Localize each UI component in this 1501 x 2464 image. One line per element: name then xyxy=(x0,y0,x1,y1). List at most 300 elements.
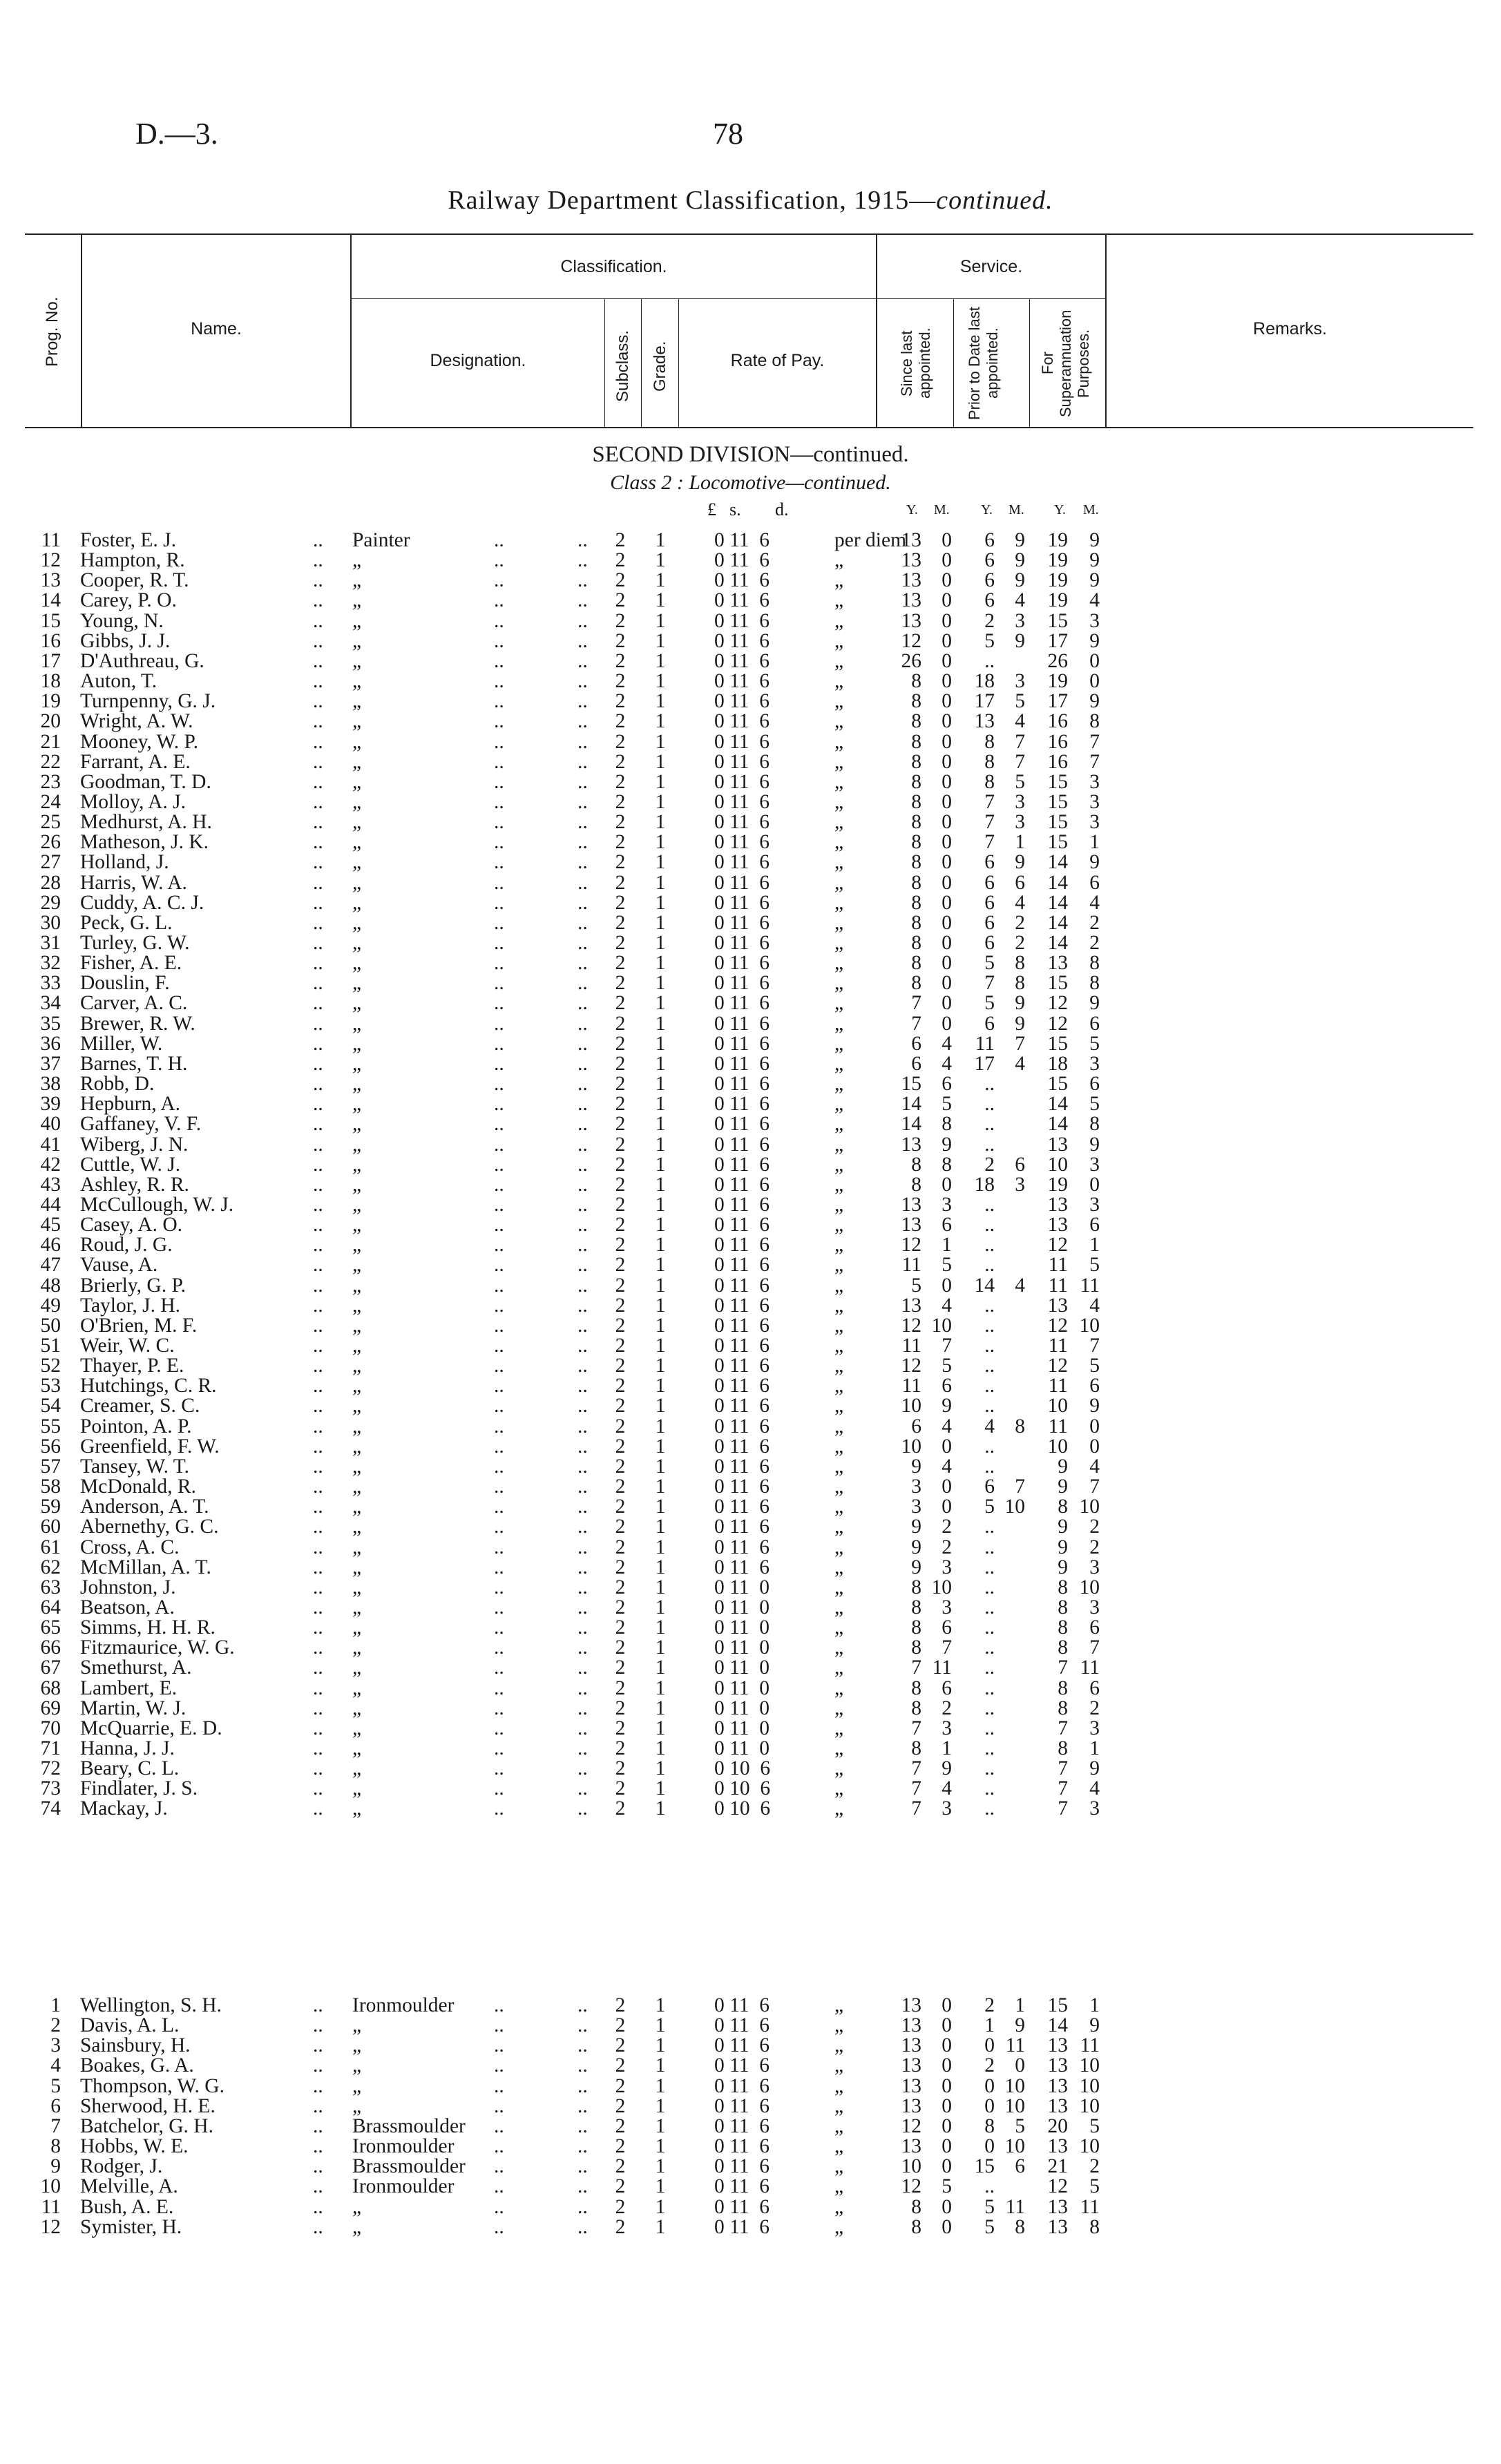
prog-no-cell: 48 xyxy=(40,1274,61,1297)
super-months-cell: 0 xyxy=(1089,1173,1100,1196)
super-years-cell: 12 xyxy=(1047,992,1068,1015)
prog-no-cell: 57 xyxy=(40,1455,61,1478)
since-months-cell: 0 xyxy=(941,1496,952,1518)
designation-cell: „ xyxy=(352,831,362,854)
designation-cell: „ xyxy=(352,891,362,914)
super-months-cell: 7 xyxy=(1089,730,1100,753)
grade-cell: 1 xyxy=(655,1516,666,1538)
rate-cell: 0 11 6 xyxy=(714,2215,770,2238)
name-cell: Thayer, P. E. xyxy=(80,1355,184,1377)
subclass-cell: 2 xyxy=(615,2155,626,2178)
prior-months-cell: 1 xyxy=(1015,831,1025,854)
leader-dots: .. xyxy=(313,1395,323,1417)
name-cell: Bush, A. E. xyxy=(80,2195,174,2218)
name-cell: Casey, A. O. xyxy=(80,1214,183,1236)
since-years-cell: 12 xyxy=(901,2175,921,2198)
rate-period-cell: „ xyxy=(834,2074,844,2097)
subclass-cell: 2 xyxy=(615,589,626,612)
leader-dots: .. xyxy=(577,529,588,551)
rate-period-cell: „ xyxy=(834,1576,844,1598)
prior-years-cell: .. xyxy=(984,649,995,672)
leader-dots: .. xyxy=(577,1153,588,1176)
name-cell: Hampton, R. xyxy=(80,549,185,572)
grade-cell: 1 xyxy=(655,1435,666,1458)
super-years-cell: 12 xyxy=(1047,1355,1068,1377)
grade-cell: 1 xyxy=(655,2195,666,2218)
rate-period-cell: „ xyxy=(834,891,844,914)
leader-dots: .. xyxy=(313,1052,323,1075)
rate-period-cell: „ xyxy=(834,730,844,753)
leader-dots: .. xyxy=(577,1314,588,1337)
table-row xyxy=(0,1576,1501,1598)
grade-cell: 1 xyxy=(655,609,666,632)
rate-period-cell: „ xyxy=(834,871,844,894)
since-years-cell: 13 xyxy=(901,2074,921,2097)
rate-period-cell: „ xyxy=(834,1335,844,1357)
subclass-cell: 2 xyxy=(615,1133,626,1156)
leader-dots: .. xyxy=(313,1415,323,1438)
designation-cell: „ xyxy=(352,1395,362,1417)
prior-years-cell: .. xyxy=(984,1777,995,1800)
super-months-cell: 2 xyxy=(1089,1516,1100,1538)
super-months-cell: 3 xyxy=(1089,790,1100,813)
prog-no-cell: 55 xyxy=(40,1415,61,1438)
super-months-cell: 5 xyxy=(1089,1093,1100,1116)
rate-period-cell: „ xyxy=(834,1294,844,1317)
header-service: Service. xyxy=(959,257,1023,276)
grade-cell: 1 xyxy=(655,1697,666,1719)
leader-dots: .. xyxy=(494,649,504,672)
table-row xyxy=(0,569,1501,591)
grade-cell: 1 xyxy=(655,710,666,733)
rate-cell: 0 11 0 xyxy=(714,1636,770,1659)
name-cell: Gaffaney, V. F. xyxy=(80,1113,202,1136)
since-months-cell: 0 xyxy=(941,2094,952,2117)
super-months-cell: 1 xyxy=(1089,1994,1100,2016)
super-months-cell: 10 xyxy=(1079,1314,1100,1337)
grade-cell: 1 xyxy=(655,1677,666,1699)
leader-dots: .. xyxy=(313,2034,323,2057)
leader-dots: .. xyxy=(494,1797,504,1820)
table-row xyxy=(0,1636,1501,1659)
super-years-cell: 13 xyxy=(1047,2054,1068,2077)
prior-years-cell: 5 xyxy=(984,1496,995,1518)
subclass-cell: 2 xyxy=(615,629,626,652)
leader-dots: .. xyxy=(494,2034,504,2057)
grade-cell: 1 xyxy=(655,1757,666,1780)
leader-dots: .. xyxy=(313,1656,323,1679)
leader-dots: .. xyxy=(494,1375,504,1397)
grade-cell: 1 xyxy=(655,992,666,1015)
table-row xyxy=(0,2095,1501,2117)
prog-no-cell: 50 xyxy=(40,1314,61,1337)
designation-cell: „ xyxy=(352,1636,362,1659)
rate-cell: 0 11 6 xyxy=(714,1133,770,1156)
rate-cell: 0 11 6 xyxy=(714,569,770,592)
leader-dots: .. xyxy=(494,1717,504,1739)
prior-years-cell: .. xyxy=(984,1616,995,1639)
super-months-cell: 5 xyxy=(1089,1254,1100,1277)
designation-cell: „ xyxy=(352,911,362,934)
rate-cell: 0 11 6 xyxy=(714,609,770,632)
table-row xyxy=(0,690,1501,712)
since-years-cell: 8 xyxy=(911,1677,921,1699)
super-months-cell: 11 xyxy=(1080,2195,1100,2218)
subclass-cell: 2 xyxy=(615,1113,626,1136)
since-years-cell: 26 xyxy=(901,649,921,672)
subclass-cell: 2 xyxy=(615,2014,626,2037)
table-row xyxy=(0,1154,1501,1176)
super-years-cell: 10 xyxy=(1047,1153,1068,1176)
grade-cell: 1 xyxy=(655,851,666,874)
super-years-cell: 14 xyxy=(1047,2014,1068,2037)
leader-dots: .. xyxy=(577,891,588,914)
table-row xyxy=(0,791,1501,813)
grade-cell: 1 xyxy=(655,1375,666,1397)
rate-period-cell: „ xyxy=(834,2175,844,2198)
prog-no-cell: 31 xyxy=(40,932,61,954)
since-months-cell: 9 xyxy=(941,1133,952,1156)
leader-dots: .. xyxy=(577,2135,588,2158)
leader-dots: .. xyxy=(313,1335,323,1357)
super-years-cell: 19 xyxy=(1047,569,1068,592)
grade-cell: 1 xyxy=(655,670,666,693)
header-rate-of-pay: Rate of Pay. xyxy=(730,351,825,370)
super-years-cell: 12 xyxy=(1047,1012,1068,1035)
grade-cell: 1 xyxy=(655,1656,666,1679)
leader-dots: .. xyxy=(494,589,504,612)
prior-years-cell: 8 xyxy=(984,730,995,753)
leader-dots: .. xyxy=(577,2034,588,2057)
grade-cell: 1 xyxy=(655,1395,666,1417)
since-months-cell: 4 xyxy=(941,1455,952,1478)
rate-cell: 0 11 6 xyxy=(714,831,770,854)
prog-no-cell: 4 xyxy=(50,2054,61,2077)
since-months-cell: 0 xyxy=(941,710,952,733)
leader-dots: .. xyxy=(494,1576,504,1598)
prog-no-cell: 12 xyxy=(40,2215,61,2238)
leader-dots: .. xyxy=(313,952,323,975)
table-row xyxy=(0,771,1501,793)
super-years-cell: 7 xyxy=(1058,1777,1068,1800)
since-years-cell: 13 xyxy=(901,569,921,592)
name-cell: Hobbs, W. E. xyxy=(80,2135,189,2158)
prior-years-cell: .. xyxy=(984,1656,995,1679)
super-months-cell: 8 xyxy=(1089,1113,1100,1136)
name-cell: Lambert, E. xyxy=(80,1677,178,1699)
name-cell: Foster, E. J. xyxy=(80,529,176,551)
rate-cell: 0 11 0 xyxy=(714,1717,770,1739)
prior-years-cell: 5 xyxy=(984,2195,995,2218)
prior-months-cell: 8 xyxy=(1015,972,1025,995)
grade-cell: 1 xyxy=(655,1133,666,1156)
grade-cell: 1 xyxy=(655,972,666,995)
prior-years-cell: 5 xyxy=(984,629,995,652)
prior-years-cell: 8 xyxy=(984,750,995,773)
leader-dots: .. xyxy=(577,790,588,813)
prior-years-cell: 11 xyxy=(975,1032,995,1055)
subclass-cell: 2 xyxy=(615,1656,626,1679)
prior-months-cell: 10 xyxy=(1004,1496,1025,1518)
super-years-cell: 11 xyxy=(1048,1254,1068,1277)
leader-dots: .. xyxy=(313,972,323,995)
super-months-cell: 6 xyxy=(1089,1616,1100,1639)
designation-cell: „ xyxy=(352,992,362,1015)
prog-no-cell: 19 xyxy=(40,690,61,713)
leader-dots: .. xyxy=(494,1173,504,1196)
rate-cell: 0 11 0 xyxy=(714,1697,770,1719)
leader-dots: .. xyxy=(313,1777,323,1800)
since-months-cell: 0 xyxy=(941,1475,952,1498)
prog-no-cell: 6 xyxy=(50,2094,61,2117)
leader-dots: .. xyxy=(313,1153,323,1176)
super-years-cell: 13 xyxy=(1047,1133,1068,1156)
leader-dots: .. xyxy=(313,690,323,713)
super-years-cell: 19 xyxy=(1047,670,1068,693)
table-row xyxy=(0,549,1501,571)
rate-cell: 0 11 6 xyxy=(714,1052,770,1075)
since-years-cell: 8 xyxy=(911,1153,921,1176)
header-since-last: Since last appointed. xyxy=(898,327,933,399)
leader-dots: .. xyxy=(313,2175,323,2198)
rate-cell: 0 11 6 xyxy=(714,2155,770,2178)
name-cell: Cuddy, A. C. J. xyxy=(80,891,204,914)
leader-dots: .. xyxy=(494,1294,504,1317)
subclass-cell: 2 xyxy=(615,891,626,914)
super-years-cell: 12 xyxy=(1047,1314,1068,1337)
since-months-cell: 0 xyxy=(941,2054,952,2077)
leader-dots: .. xyxy=(313,750,323,773)
subclass-cell: 2 xyxy=(615,1536,626,1558)
grade-cell: 1 xyxy=(655,1294,666,1317)
title-main: Railway Department Classification, 1915— xyxy=(448,186,937,215)
since-months-cell: 5 xyxy=(941,1254,952,1277)
leader-dots: .. xyxy=(494,972,504,995)
prior-months-cell: 10 xyxy=(1004,2074,1025,2097)
since-months-cell: 0 xyxy=(941,629,952,652)
rate-period-cell: „ xyxy=(834,1656,844,1679)
name-cell: Peck, G. L. xyxy=(80,911,173,934)
name-cell: Douslin, F. xyxy=(80,972,170,995)
table-row xyxy=(0,1335,1501,1357)
subclass-cell: 2 xyxy=(615,1153,626,1176)
subclass-cell: 2 xyxy=(615,609,626,632)
grade-cell: 1 xyxy=(655,1153,666,1176)
subclass-cell: 2 xyxy=(615,1012,626,1035)
prior-years-cell: 5 xyxy=(984,952,995,975)
prog-no-cell: 38 xyxy=(40,1073,61,1096)
title-continued: continued. xyxy=(936,186,1053,215)
name-cell: Gibbs, J. J. xyxy=(80,629,171,652)
super-years-cell: 8 xyxy=(1058,1677,1068,1699)
since-months-cell: 1 xyxy=(941,1737,952,1759)
super-years-cell: 9 xyxy=(1058,1455,1068,1478)
subclass-cell: 2 xyxy=(615,2215,626,2238)
prior-months-cell: 6 xyxy=(1015,2155,1025,2178)
subclass-cell: 2 xyxy=(615,1616,626,1639)
super-months-cell: 4 xyxy=(1089,1777,1100,1800)
leader-dots: .. xyxy=(577,2215,588,2238)
rate-period-cell: „ xyxy=(834,1314,844,1337)
leader-dots: .. xyxy=(313,1994,323,2016)
rate-cell: 0 11 6 xyxy=(714,1455,770,1478)
grade-cell: 1 xyxy=(655,1214,666,1236)
since-months-cell: 0 xyxy=(941,811,952,834)
table-row xyxy=(0,2196,1501,2218)
grade-cell: 1 xyxy=(655,1274,666,1297)
rate-period-cell: „ xyxy=(834,569,844,592)
leader-dots: .. xyxy=(313,1737,323,1759)
leader-dots: .. xyxy=(494,1214,504,1236)
leader-dots: .. xyxy=(494,1032,504,1055)
prog-no-cell: 45 xyxy=(40,1214,61,1236)
super-months-cell: 9 xyxy=(1089,529,1100,551)
since-years-cell: 13 xyxy=(901,589,921,612)
rate-period-cell: „ xyxy=(834,690,844,713)
prog-no-cell: 65 xyxy=(40,1616,61,1639)
subclass-cell: 2 xyxy=(615,1052,626,1075)
prior-years-cell: 6 xyxy=(984,549,995,572)
prog-no-cell: 21 xyxy=(40,730,61,753)
designation-cell: „ xyxy=(352,2014,362,2037)
grade-cell: 1 xyxy=(655,1737,666,1759)
designation-cell: „ xyxy=(352,1355,362,1377)
prior-months-cell: 9 xyxy=(1015,851,1025,874)
name-cell: Simms, H. H. R. xyxy=(80,1616,216,1639)
prog-no-cell: 47 xyxy=(40,1254,61,1277)
rate-cell: 0 11 6 xyxy=(714,952,770,975)
prior-years-cell: 0 xyxy=(984,2135,995,2158)
since-months-cell: 0 xyxy=(941,2114,952,2137)
rate-cell: 0 11 6 xyxy=(714,1193,770,1216)
since-years-cell: 8 xyxy=(911,851,921,874)
rate-period-cell: „ xyxy=(834,1717,844,1739)
subclass-cell: 2 xyxy=(615,1596,626,1618)
name-cell: Wellington, S. H. xyxy=(80,1994,222,2016)
prior-months-cell: 8 xyxy=(1015,2215,1025,2238)
rate-period-cell: „ xyxy=(834,2114,844,2137)
rate-cell: 0 11 6 xyxy=(714,1274,770,1297)
designation-cell: „ xyxy=(352,1113,362,1136)
page-title xyxy=(0,185,1501,216)
leader-dots: .. xyxy=(577,1576,588,1598)
rate-cell: 0 11 6 xyxy=(714,972,770,995)
prior-years-cell: .. xyxy=(984,1596,995,1618)
name-cell: Beatson, A. xyxy=(80,1596,175,1618)
subclass-cell: 2 xyxy=(615,1395,626,1417)
designation-cell: „ xyxy=(352,2094,362,2117)
prog-no-cell: 33 xyxy=(40,972,61,995)
super-months-cell: 3 xyxy=(1089,1717,1100,1739)
prog-no-cell: 40 xyxy=(40,1113,61,1136)
name-cell: Robb, D. xyxy=(80,1073,155,1096)
grade-cell: 1 xyxy=(655,2155,666,2178)
since-years-cell: 13 xyxy=(901,529,921,551)
designation-cell: „ xyxy=(352,1314,362,1337)
super-years-cell: 14 xyxy=(1047,891,1068,914)
prog-no-cell: 70 xyxy=(40,1717,61,1739)
name-cell: Weir, W. C. xyxy=(80,1335,175,1357)
super-months-cell: 8 xyxy=(1089,710,1100,733)
since-months-cell: 0 xyxy=(941,670,952,693)
prior-years-cell: 6 xyxy=(984,569,995,592)
name-cell: Turley, G. W. xyxy=(80,932,190,954)
grade-cell: 1 xyxy=(655,1193,666,1216)
prog-no-cell: 71 xyxy=(40,1737,61,1759)
name-cell: Cooper, R. T. xyxy=(80,569,189,592)
since-months-cell: 0 xyxy=(941,2135,952,2158)
super-months-cell: 6 xyxy=(1089,1214,1100,1236)
rate-cell: 0 11 6 xyxy=(714,1173,770,1196)
prior-months-cell: 1 xyxy=(1015,1994,1025,2016)
leader-dots: .. xyxy=(313,790,323,813)
subclass-cell: 2 xyxy=(615,1797,626,1820)
leader-dots: .. xyxy=(494,1475,504,1498)
rate-period-cell: „ xyxy=(834,1073,844,1096)
since-years-cell: 9 xyxy=(911,1536,921,1558)
grade-cell: 1 xyxy=(655,790,666,813)
since-months-cell: 2 xyxy=(941,1697,952,1719)
designation-cell: „ xyxy=(352,790,362,813)
super-months-cell: 2 xyxy=(1089,2155,1100,2178)
designation-cell: „ xyxy=(352,549,362,572)
prior-years-cell: .. xyxy=(984,1677,995,1699)
rate-cell: 0 11 6 xyxy=(714,1994,770,2016)
grade-cell: 1 xyxy=(655,1496,666,1518)
name-cell: Taylor, J. H. xyxy=(80,1294,181,1317)
rate-cell: 0 11 6 xyxy=(714,2114,770,2137)
super-years-cell: 26 xyxy=(1047,649,1068,672)
super-years-cell: 13 xyxy=(1047,2034,1068,2057)
since-years-cell: 7 xyxy=(911,1777,921,1800)
prog-no-cell: 46 xyxy=(40,1234,61,1257)
leader-dots: .. xyxy=(313,2215,323,2238)
super-years-cell: 13 xyxy=(1047,952,1068,975)
table-row xyxy=(0,1475,1501,1498)
leader-dots: .. xyxy=(313,2074,323,2097)
super-months-cell: 9 xyxy=(1089,690,1100,713)
table-row xyxy=(0,892,1501,914)
super-years-cell: 8 xyxy=(1058,1697,1068,1719)
super-years-cell: 17 xyxy=(1047,690,1068,713)
grade-cell: 1 xyxy=(655,690,666,713)
rate-cell: 0 11 6 xyxy=(714,1214,770,1236)
super-months-cell: 5 xyxy=(1089,2114,1100,2137)
super-years-cell: 8 xyxy=(1058,1596,1068,1618)
leader-dots: .. xyxy=(494,609,504,632)
super-months-cell: 4 xyxy=(1089,1455,1100,1478)
prior-years-cell: .. xyxy=(984,1395,995,1417)
prior-years-cell: .. xyxy=(984,1455,995,1478)
subclass-cell: 2 xyxy=(615,1576,626,1598)
leader-dots: .. xyxy=(577,811,588,834)
leader-dots: .. xyxy=(494,851,504,874)
subclass-cell: 2 xyxy=(615,932,626,954)
leader-dots: .. xyxy=(313,2094,323,2117)
name-cell: Anderson, A. T. xyxy=(80,1496,209,1518)
super-months-cell: 9 xyxy=(1089,851,1100,874)
prog-no-cell: 30 xyxy=(40,911,61,934)
header-bottom-rule xyxy=(25,427,1473,428)
subclass-cell: 2 xyxy=(615,831,626,854)
rate-cell: 0 11 6 xyxy=(714,891,770,914)
table-row xyxy=(0,1395,1501,1417)
rate-period-cell: „ xyxy=(834,1777,844,1800)
subclass-cell: 2 xyxy=(615,549,626,572)
super-years-cell: 19 xyxy=(1047,549,1068,572)
leader-dots: .. xyxy=(494,1994,504,2016)
table-row xyxy=(0,1516,1501,1538)
